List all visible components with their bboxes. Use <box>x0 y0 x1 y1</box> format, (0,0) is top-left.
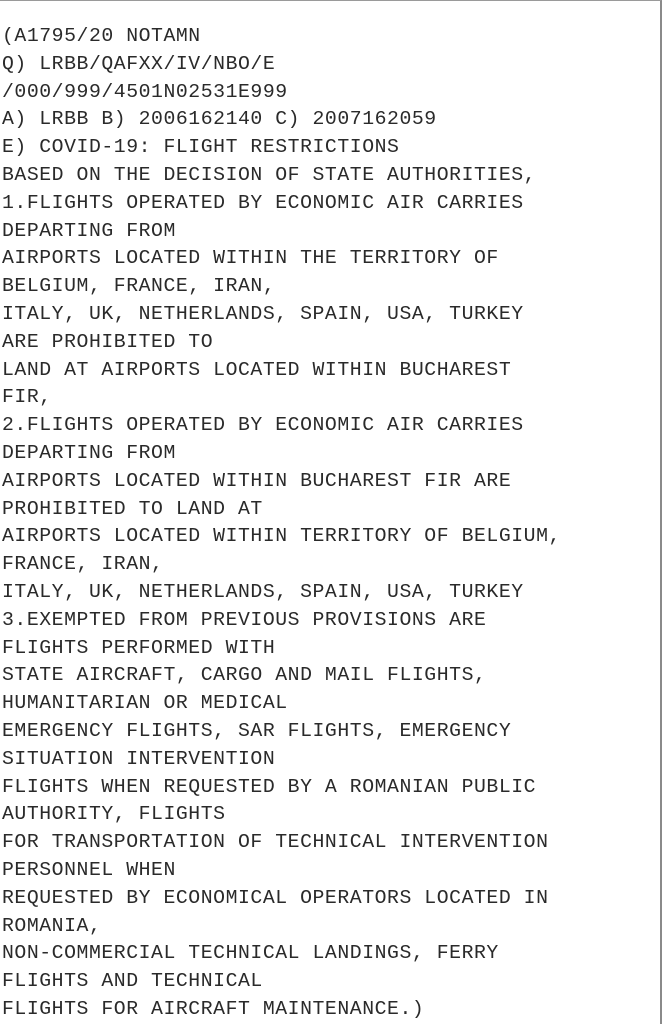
notam-line: A) LRBB B) 2006162140 C) 2007162059 <box>2 108 437 131</box>
notam-line: FRANCE, IRAN, <box>2 553 164 576</box>
notam-line: ITALY, UK, NETHERLANDS, SPAIN, USA, TURKEY <box>2 580 524 603</box>
notam-line: ITALY, UK, NETHERLANDS, SPAIN, USA, TURKEY <box>2 302 524 325</box>
notam-line: FIR, <box>2 386 52 409</box>
notam-line: LAND AT AIRPORTS LOCATED WITHIN BUCHAREST <box>2 358 512 381</box>
notam-line: DEPARTING FROM <box>2 441 176 464</box>
notam-line: 2.FLIGHTS OPERATED BY ECONOMIC AIR CARRIES <box>2 414 524 437</box>
notam-line: FLIGHTS WHEN REQUESTED BY A ROMANIAN PUBLIC <box>2 775 537 798</box>
notam-line: AIRPORTS LOCATED WITHIN THE TERRITORY OF <box>2 247 499 270</box>
notam-line: PROHIBITED TO LAND AT <box>2 497 263 520</box>
notam-line: SITUATION INTERVENTION <box>2 747 276 770</box>
notam-body <box>2 23 561 1024</box>
notam-line: ROMANIA, <box>2 914 102 937</box>
notam-line: STATE AIRCRAFT, CARGO AND MAIL FLIGHTS, <box>2 664 487 687</box>
notam-line: AUTHORITY, FLIGHTS <box>2 803 226 826</box>
notam-line: 3.EXEMPTED FROM PREVIOUS PROVISIONS ARE <box>2 608 487 631</box>
notam-line: Q) LRBB/QAFXX/IV/NBO/E <box>2 52 276 75</box>
notam-line: BELGIUM, FRANCE, IRAN, <box>2 275 276 298</box>
notam-line: FLIGHTS FOR AIRCRAFT MAINTENANCE.) <box>2 997 425 1020</box>
notam-line: EMERGENCY FLIGHTS, SAR FLIGHTS, EMERGENCY <box>2 719 512 742</box>
notam-line: FLIGHTS PERFORMED WITH <box>2 636 276 659</box>
notam-line: NON-COMMERCIAL TECHNICAL LANDINGS, FERRY <box>2 942 499 965</box>
notam-line: FLIGHTS AND TECHNICAL <box>2 970 263 993</box>
notam-line: HUMANITARIAN OR MEDICAL <box>2 692 288 715</box>
notam-line: 1.FLIGHTS OPERATED BY ECONOMIC AIR CARRIES <box>2 191 524 214</box>
notam-line: E) COVID-19: FLIGHT RESTRICTIONS <box>2 136 400 159</box>
notam-line: ARE PROHIBITED TO <box>2 330 214 353</box>
notam-line: DEPARTING FROM <box>2 219 176 242</box>
notam-line: FOR TRANSPORTATION OF TECHNICAL INTERVENTION <box>2 831 549 854</box>
notam-line: AIRPORTS LOCATED WITHIN TERRITORY OF BELGIUM, <box>2 525 561 548</box>
notam-line: BASED ON THE DECISION OF STATE AUTHORITIES, <box>2 163 537 186</box>
notam-line: REQUESTED BY ECONOMICAL OPERATORS LOCATED IN <box>2 886 549 909</box>
notam-line: /000/999/4501N02531E999 <box>2 80 288 103</box>
notam-line: PERSONNEL WHEN <box>2 858 176 881</box>
notam-line: AIRPORTS LOCATED WITHIN BUCHAREST FIR ARE <box>2 469 512 492</box>
notam-line: (A1795/20 NOTAMN <box>2 25 201 47</box>
